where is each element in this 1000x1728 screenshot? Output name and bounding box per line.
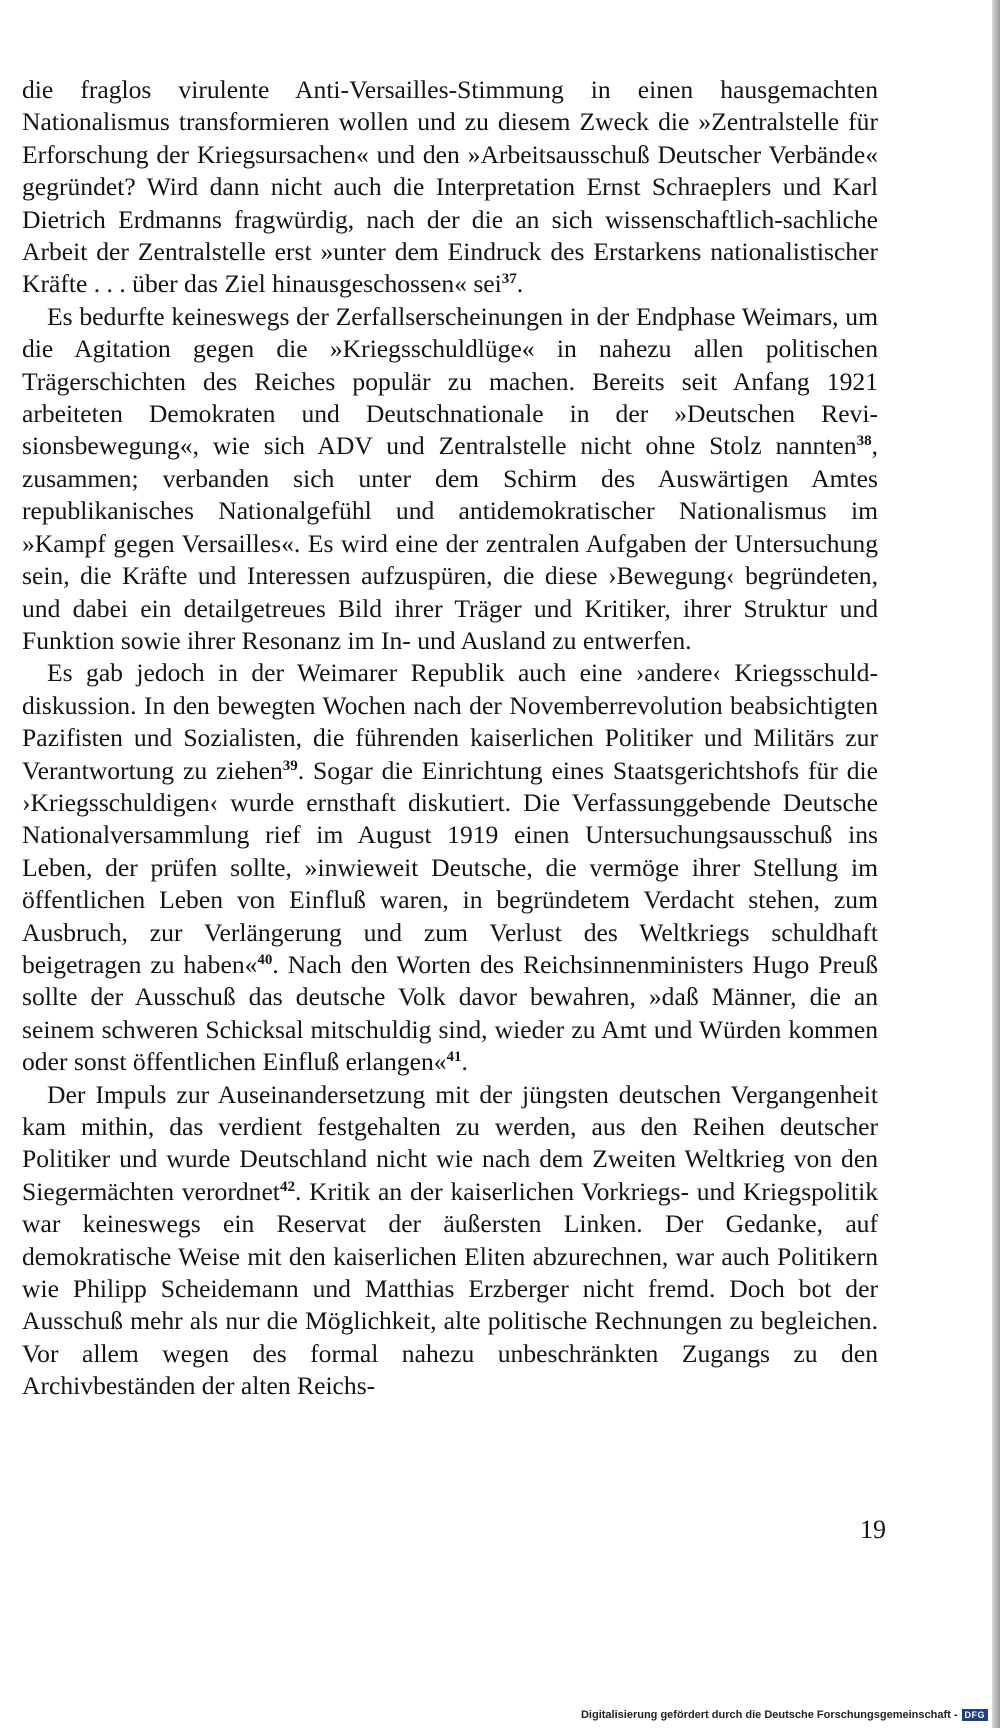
paragraph [22,74,878,301]
footnote-marker: 40 [257,951,273,968]
dfg-logo: DFG [962,1709,989,1721]
text-run: Es gab jedoch in der Weimarer Republik auch eine ›andere‹ Kriegsschulddiskussion. In den bewegten Wochen nach der Novemberrevolution beabsichtigten Pazifisten und Sozialisten, die führenden kaiserlichen Politiker und Militärs zur Verantwortung zu ziehen [22,658,878,785]
footnote-marker: 41 [446,1049,462,1066]
paragraph [22,1079,878,1403]
footnote-marker: 38 [856,433,872,450]
text-run: Der Impuls zur Auseinandersetzung mit der jüngsten deutschen Vergangenheit kam mithin, das verdient festgehalten zu werden, aus den Reihen deutscher Politiker und wurde Deutschland nicht wie nach dem Zweiten Weltkrieg von den Siegermächten verordnet [22,1079,878,1206]
text-run: . Sogar die Einrichtung eines Staatsgerichtshofs für die ›Kriegsschuldigen‹ wurde ernsthaft diskutiert. Die Verfassunggebende Deutsche Nationalversammlung rief im August 1919 einen Untersuchungsausschuß ins Leben, der prüfen sollte, »inwieweit Deutsche, die vermöge ihrer Stellung im öffentlichen Leben von Einfluß waren, in begründetem Verdacht stehen, zum Ausbruch, zur Verlängerung und zum Verlust des Weltkriegs schuldhaft beigetragen zu haben« [22,755,878,979]
footnote-marker: 39 [282,757,298,774]
footnote-marker: 42 [279,1178,295,1195]
scan-edge [992,0,1000,1728]
digitization-credit [581,1706,988,1724]
footnote-marker: 37 [501,271,517,288]
text-run: . Kritik an der kaiserlichen Vorkriegs- und Kriegspolitik war keineswegs ein Reservat der äußersten Linken. Der Gedanke, auf demokratische Weise mit den kaiserlichen Eliten abzurechnen, war auch Politikern wie Philipp Scheidemann und Matthias Erzberger nicht fremd. Doch bot der Ausschuß mehr als nur die Möglichkeit, alte politische Rechnungen zu begleichen. Vor allem wegen des formal nahezu unbeschränkten Zugangs zu den Archivbeständen der alten Reichs- [22,1176,879,1401]
text-run: . [461,1047,468,1077]
credit-text: Digitalisierung gefördert durch die Deutsche Forschungsgemeinschaft - [580,1709,958,1721]
text-run: . [516,269,524,299]
page-number: 19 [860,1515,886,1544]
text-run: Es bedurfte keineswegs der Zerfallserscheinungen in der Endphase Weimars, um die Agitation gegen die »Kriegsschuldlüge« in nahezu allen politischen Trägerschichten des Reiches populär zu machen. Bereits seit Anfang 1921 arbeiteten Demokraten und Deutschnationale in der »Deutschen Revisionsbewegung«, wie sich ADV und Zentralstelle nicht ohne Stolz nannten [22,301,878,461]
body-text [22,74,878,1403]
text-run: die fraglos virulente Anti-Versailles-Stimmung in einen hausgemachten Nationalismus transformieren wollen und zu diesem Zweck die »Zentralstelle für Erforschung der Kriegsursachen« und den »Arbeitsausschuß Deutscher Verbände« gegründet? Wird dann nicht auch die Interpretation Ernst Schraeplers und Karl Dietrich Erdmanns fragwürdig, nach der die an sich wissenschaftlich-sachliche Arbeit der Zentralstelle erst »unter dem Eindruck des Erstarkens nationalistischer Kräfte . . . über das Ziel hinausgeschossen« sei [22,75,878,299]
paragraph [22,301,878,657]
paragraph [22,657,878,1078]
text-run: , zusammen; verbanden sich unter dem Schirm des Auswärtigen Amtes republikanisches Nationalgefühl und antidemokratischer Nationalismus im »Kampf gegen Versailles«. Es wird eine der zentralen Aufgaben der Untersuchung sein, die Kräfte und Interessen aufzuspüren, die diese ›Bewegung‹ begründeten, und dabei ein detailgetreues Bild ihrer Träger und Kritiker, ihrer Struktur und Funktion sowie ihrer Resonanz im In- und Ausland zu entwerfen. [22,431,878,655]
text-run: . Nach den Worten des Reichsinnenministers Hugo Preuß sollte der Ausschuß das deutsche Volk davor bewahren, »daß Männer, die an seinem schweren Schicksal mitschuldig sind, wieder zu Amt und Würden kommen oder sonst öffentlichen Einfluß erlangen« [22,949,878,1077]
